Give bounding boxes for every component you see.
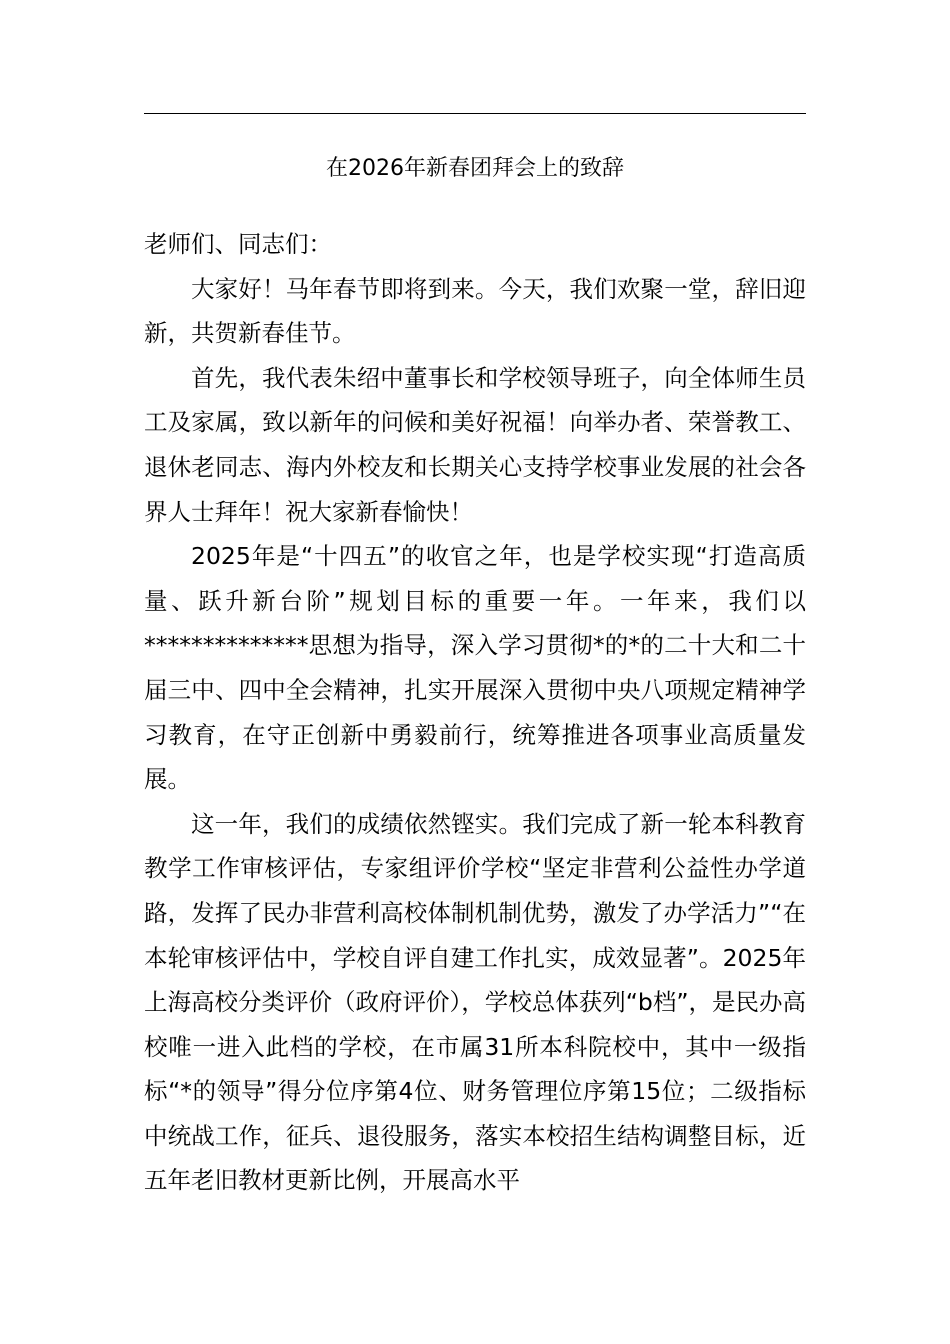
paragraph-wishes: 首先，我代表朱绍中董事长和学校领导班子，向全体师生员工及家属，致以新年的问候和美好祝福！向举办者、荣誉教工、退休老同志、海内外校友和长期关心支持学校事业发展的社会各界人士拜年！祝大家新春愉快！	[144, 363, 806, 526]
paragraph-greeting: 大家好！马年春节即将到来。今天，我们欢聚一堂，辞旧迎新，共贺新春佳节。	[144, 274, 806, 348]
paragraph-achievements: 这一年，我们的成绩依然铿实。我们完成了新一轮本科教育教学工作审核评估，专家组评价学校“坚定非营利公益性办学道路，发挥了民办非营利高校体制机制优势，激发了办学活力”“在本轮审核评估中，学校自评自建工作扎实，成效显著”。2025年上海高校分类评价（政府评价），学校总体获列“b档”，是民办高校唯一进入此档的学校，在市属31所本科院校中，其中一级指标“*的领导”得分位序第4位、财务管理位序第15位；二级指标中统战工作，征兵、退役服务，落实本校招生结构调整目标，近五年老旧教材更新比例，开展高水平	[144, 809, 807, 1195]
header-rule	[144, 113, 806, 114]
document-title: 在2026年新春团拜会上的致辞	[326, 156, 624, 181]
document-body	[144, 222, 806, 1203]
paragraph-2025-review: 2025年是“十四五”的收官之年，也是学校实现“打造高质量、跃升新台阶”规划目标的重要一年。一年来，我们以**************思想为指导，深入学习贯彻*的*的二十大和二十届三中、四中全会精神，扎实开展深入贯彻中央八项规定精神学习教育，在守正创新中勇毅前行，统筹推进各项事业高质量发展。	[144, 542, 806, 794]
salutation: 老师们、同志们：	[144, 230, 332, 258]
